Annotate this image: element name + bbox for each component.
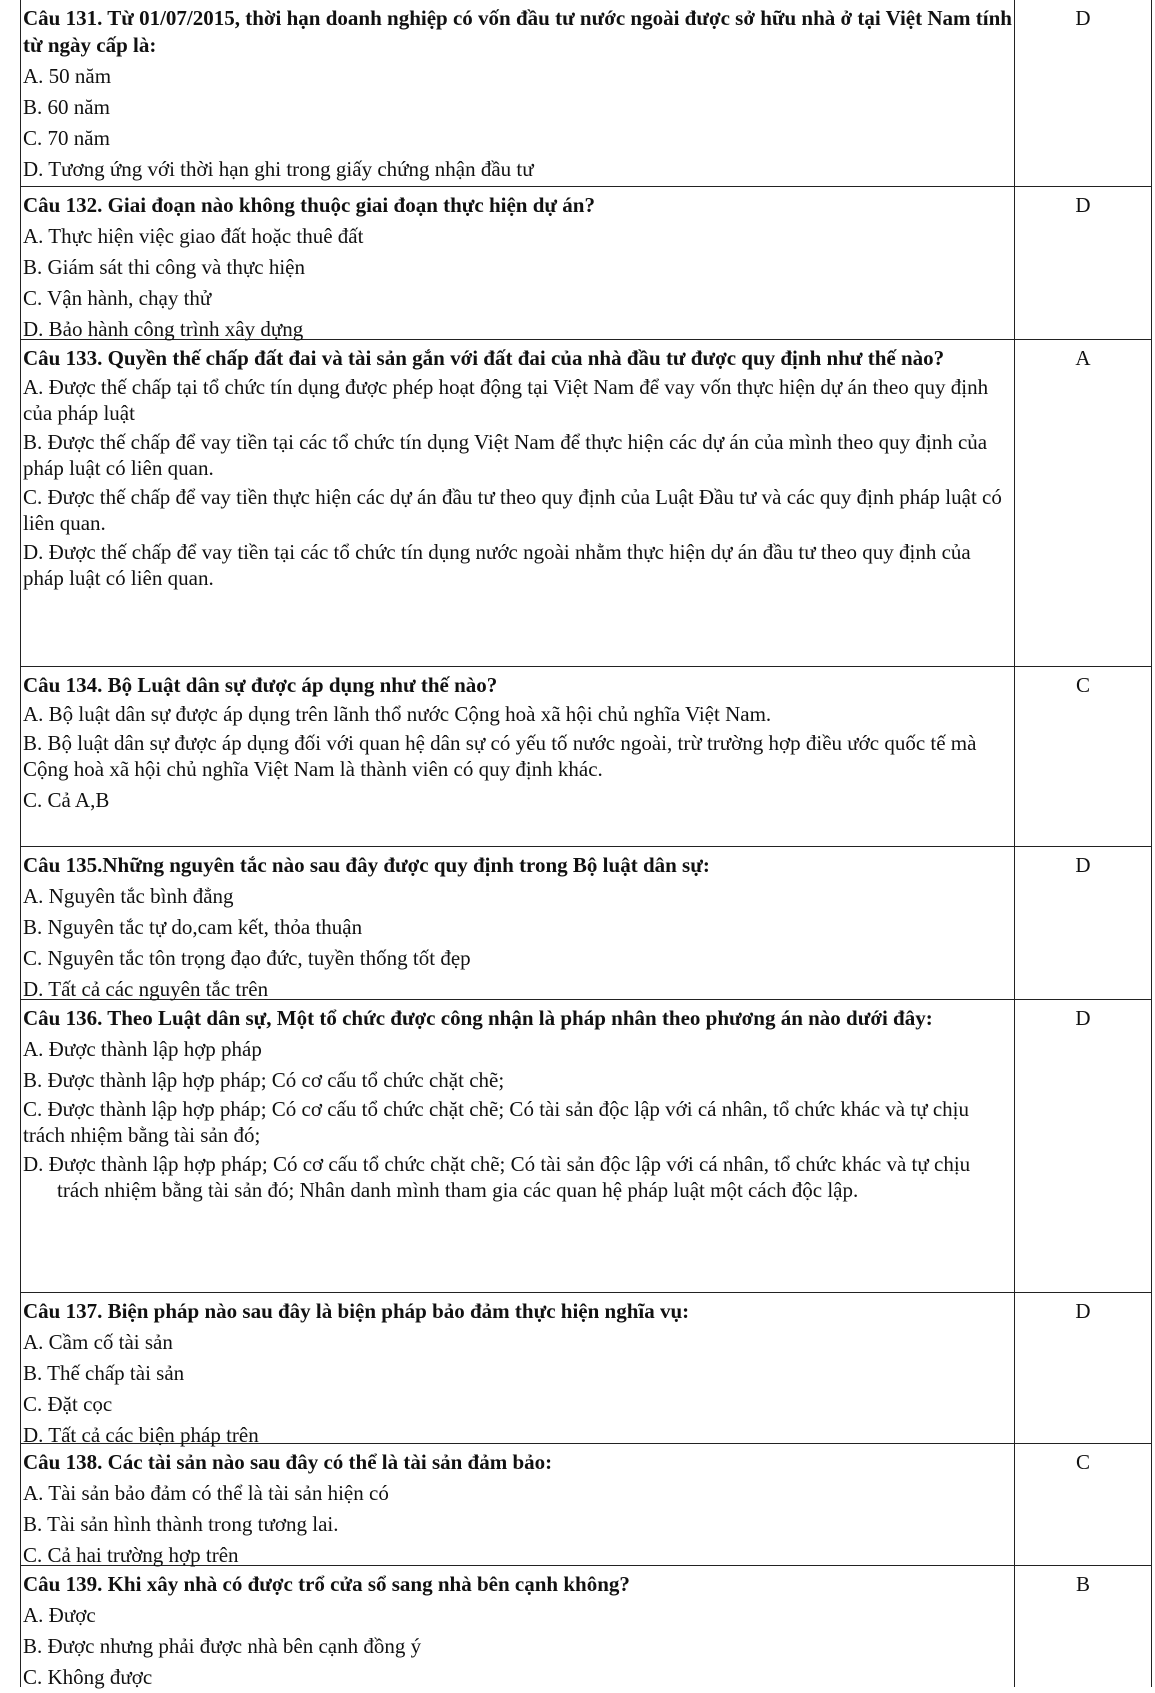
answer-cell: B xyxy=(1075,1572,1090,1596)
option-d: D. Được thành lập hợp pháp; Có cơ cấu tổ chức chặt chẽ; Có tài sản độc lập với cá nhân, tổ chức khác và tự chịu trách nhiệm bằng tài sản đó; Nhân danh mình tham gia các quan hệ pháp luật một cách độc lập. xyxy=(23,1152,971,1202)
option-c: C. 70 năm xyxy=(23,126,110,150)
question-row xyxy=(20,1000,1152,1293)
option-a: A. Nguyên tắc bình đẳng xyxy=(23,884,234,908)
question-title: Câu 136. Theo Luật dân sự, Một tổ chức được công nhận là pháp nhân theo phương án nào dưới đây: xyxy=(23,1006,933,1030)
question-title: Câu 135.Những nguyên tắc nào sau đây được quy định trong Bộ luật dân sự: xyxy=(23,853,710,877)
answer-cell: D xyxy=(1075,853,1091,877)
question-title: Câu 132. Giai đoạn nào không thuộc giai đoạn thực hiện dự án? xyxy=(23,193,595,217)
option-c: C. Nguyên tắc tôn trọng đạo đức, tuyền thống tốt đẹp xyxy=(23,946,471,970)
question-title: Câu 131. Từ 01/07/2015, thời hạn doanh nghiệp có vốn đầu tư nước ngoài được sở hữu nhà ở tại Việt Nam tính từ ngày cấp là: xyxy=(23,6,1012,57)
option-c: C. Được thành lập hợp pháp; Có cơ cấu tổ chức chặt chẽ; Có tài sản độc lập với cá nhân, tổ chức khác và tự chịu trách nhiệm bằng tài sản đó; xyxy=(23,1097,969,1147)
answer-cell: C xyxy=(1075,1450,1090,1474)
question-title: Câu 138. Các tài sản nào sau đây có thể là tài sản đảm bảo: xyxy=(23,1450,553,1474)
option-b: B. Được nhưng phải được nhà bên cạnh đồng ý xyxy=(23,1634,422,1658)
option-c: C. Đặt cọc xyxy=(23,1392,113,1416)
option-c: C. Vận hành, chạy thử xyxy=(23,286,212,310)
option-c: C. Được thế chấp để vay tiền thực hiện các dự án đầu tư theo quy định của Luật Đầu tư và các quy định pháp luật có liên quan. xyxy=(23,485,1002,535)
option-b: B. Bộ luật dân sự được áp dụng đối với quan hệ dân sự có yếu tố nước ngoài, trừ trường hợp điều ước quốc tế mà Cộng hoà xã hội chủ nghĩa Việt Nam là thành viên có quy định khác. xyxy=(23,731,977,781)
question-row xyxy=(20,1293,1152,1447)
question-cell xyxy=(21,0,1015,186)
question-row xyxy=(20,187,1152,340)
option-a: A. Được thành lập hợp pháp xyxy=(23,1037,262,1061)
question-title: Câu 134. Bộ Luật dân sự được áp dụng như thế nào? xyxy=(23,673,498,697)
option-a: A. Cầm cố tài sản xyxy=(23,1330,173,1354)
question-cell xyxy=(21,667,1015,846)
option-b: B. Thế chấp tài sản xyxy=(23,1361,185,1385)
question-row xyxy=(20,0,1152,187)
question-row xyxy=(20,1444,1152,1566)
question-cell xyxy=(21,1293,1015,1447)
option-a: A. Thực hiện việc giao đất hoặc thuê đất xyxy=(23,224,364,248)
answer-cell: D xyxy=(1075,6,1091,30)
question-row xyxy=(20,340,1152,667)
question-row xyxy=(20,847,1152,1000)
question-cell xyxy=(21,1444,1015,1565)
option-d: D. Bảo hành công trình xây dựng xyxy=(23,317,304,341)
answer-cell: D xyxy=(1075,193,1091,217)
option-d: D. Tất cả các nguyên tắc trên xyxy=(23,977,269,1001)
answer-cell: C xyxy=(1075,673,1090,697)
option-d: D. Được thế chấp để vay tiền tại các tổ chức tín dụng nước ngoài nhằm thực hiện dự án đầu tư theo quy định của pháp luật có liên quan. xyxy=(23,540,971,590)
option-c: C. Cả A,B xyxy=(23,788,110,812)
option-b: B. Được thành lập hợp pháp; Có cơ cấu tổ chức chặt chẽ; xyxy=(23,1068,505,1092)
option-b: B. Giám sát thi công và thực hiện xyxy=(23,255,305,279)
question-title: Câu 133. Quyền thế chấp đất đai và tài sản gắn với đất đai của nhà đầu tư được quy định như thế nào? xyxy=(23,346,945,370)
option-a: A. Tài sản bảo đảm có thể là tài sản hiện có xyxy=(23,1481,389,1505)
option-a: A. Được xyxy=(23,1603,96,1627)
question-row xyxy=(20,1566,1152,1687)
answer-cell: D xyxy=(1075,1006,1091,1030)
option-d: D. Tất cả các biện pháp trên xyxy=(23,1423,259,1447)
question-cell xyxy=(21,340,1015,666)
option-b: B. 60 năm xyxy=(23,95,110,119)
option-d: D. Tương ứng với thời hạn ghi trong giấy chứng nhận đầu tư xyxy=(23,157,534,181)
question-table xyxy=(20,0,1152,1687)
question-row xyxy=(20,667,1152,847)
option-b: B. Tài sản hình thành trong tương lai. xyxy=(23,1512,339,1536)
answer-cell: D xyxy=(1075,1299,1091,1323)
option-a: A. Được thế chấp tại tổ chức tín dụng được phép hoạt động tại Việt Nam để vay vốn thực hiện dự án theo quy định của pháp luật xyxy=(23,375,989,425)
option-b: B. Nguyên tắc tự do,cam kết, thỏa thuận xyxy=(23,915,363,939)
answer-cell: A xyxy=(1075,346,1091,370)
question-title: Câu 137. Biện pháp nào sau đây là biện pháp bảo đảm thực hiện nghĩa vụ: xyxy=(23,1299,690,1323)
option-a: A. 50 năm xyxy=(23,64,112,88)
question-cell xyxy=(21,1566,1015,1687)
question-cell xyxy=(21,187,1015,339)
question-title: Câu 139. Khi xây nhà có được trổ cửa sổ sang nhà bên cạnh không? xyxy=(23,1572,630,1596)
option-c: C. Cả hai trường hợp trên xyxy=(23,1543,239,1567)
option-b: B. Được thế chấp để vay tiền tại các tổ chức tín dụng Việt Nam để thực hiện các dự án của mình theo quy định của pháp luật có liên quan. xyxy=(23,430,988,480)
option-a: A. Bộ luật dân sự được áp dụng trên lãnh thổ nước Cộng hoà xã hội chủ nghĩa Việt Nam. xyxy=(23,702,772,726)
question-cell xyxy=(21,847,1015,999)
option-c: C. Không được xyxy=(23,1665,153,1689)
question-cell xyxy=(21,1000,1015,1292)
